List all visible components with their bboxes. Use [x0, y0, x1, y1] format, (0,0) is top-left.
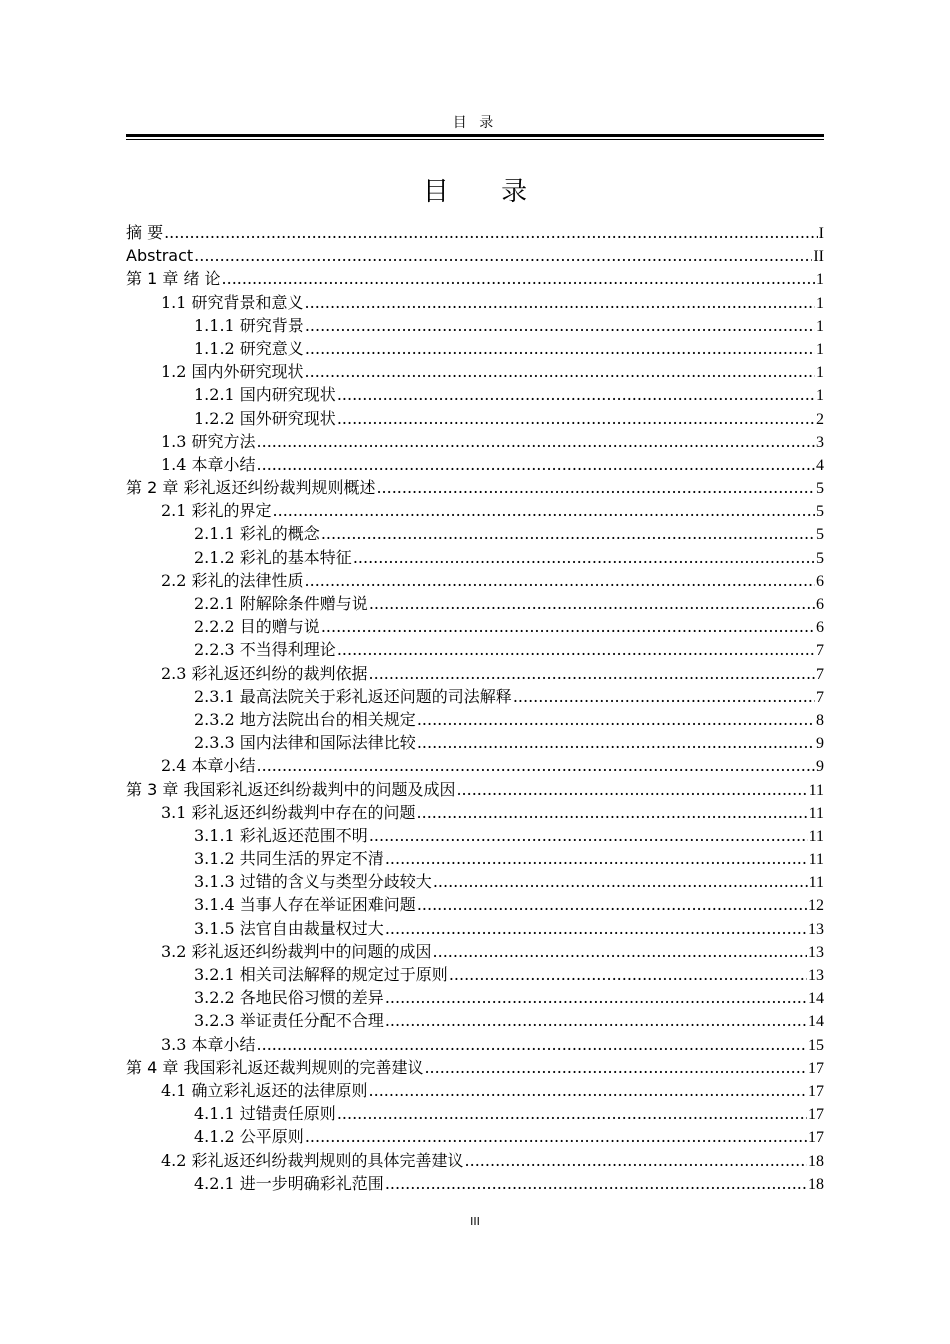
toc-entry[interactable] — [126, 801, 824, 824]
toc-entry[interactable] — [126, 453, 824, 476]
toc-entry-page: 1 — [816, 294, 824, 312]
toc-entry-page: 11 — [808, 851, 824, 869]
toc-entry-label: 2.2 彩礼的法律性质 — [161, 570, 304, 590]
toc-entry-label: 4.1 确立彩礼返还的法律原则 — [161, 1080, 368, 1100]
toc-entry[interactable] — [126, 221, 824, 244]
toc-dot-leader — [385, 986, 807, 1009]
toc-dot-leader — [257, 1033, 807, 1056]
toc-dot-leader — [164, 221, 818, 244]
toc-dot-leader — [449, 963, 807, 986]
toc-entry[interactable] — [126, 499, 824, 522]
toc-entry-label: 1.1.2 研究意义 — [194, 338, 304, 358]
toc-entry-page: 18 — [808, 1175, 824, 1193]
toc-entry-page: 7 — [816, 665, 824, 683]
toc-entry[interactable] — [126, 569, 824, 592]
toc-entry[interactable] — [126, 407, 824, 430]
toc-dot-leader — [385, 1009, 807, 1032]
toc-dot-leader — [369, 824, 808, 847]
toc-entry[interactable] — [126, 383, 824, 406]
toc-entry-label: 3.2.1 相关司法解释的规定过于原则 — [194, 965, 448, 984]
toc-dot-leader — [305, 314, 815, 337]
toc-entry-page: I — [818, 225, 824, 242]
toc-dot-leader — [385, 847, 808, 870]
toc-dot-leader — [353, 546, 815, 569]
toc-entry-label: 3.1.2 共同生活的界定不清 — [194, 849, 384, 869]
toc-entry-page: 5 — [816, 526, 824, 544]
toc-entry[interactable] — [126, 1056, 824, 1079]
toc-entry[interactable] — [126, 662, 824, 685]
toc-entry-label: 1.2.1 国内研究现状 — [194, 385, 336, 405]
toc-entry[interactable] — [126, 522, 824, 545]
toc-dot-leader — [369, 1079, 807, 1102]
toc-entry-label: 2.3.3 国内法律和国际法律比较 — [194, 733, 416, 753]
toc-dot-leader — [305, 569, 815, 592]
toc-entry[interactable] — [126, 615, 824, 638]
toc-entry[interactable] — [126, 731, 824, 754]
toc-entry-label: Abstract — [126, 246, 194, 266]
toc-entry-page: 13 — [808, 967, 824, 984]
toc-entry-label: 1.2 国内外研究现状 — [161, 362, 304, 382]
toc-entry[interactable] — [126, 360, 824, 383]
toc-entry-label: 3.1 彩礼返还纠纷裁判中存在的问题 — [161, 802, 416, 822]
toc-dot-leader — [424, 1056, 807, 1079]
toc-entry[interactable] — [126, 685, 824, 708]
toc-entry-label: 3.1.5 法官自由裁量权过大 — [194, 918, 384, 938]
toc-entry-label: 1.3 研究方法 — [161, 431, 256, 451]
toc-entry-label: 4.1.1 过错责任原则 — [194, 1104, 336, 1124]
toc-dot-leader — [417, 731, 815, 754]
toc-entry-label: 2.2.1 附解除条件赠与说 — [194, 594, 368, 613]
toc-entry-label: 4.2 彩礼返还纠纷裁判规则的具体完善建议 — [161, 1150, 464, 1170]
toc-entry[interactable] — [126, 1125, 824, 1148]
toc-entry-label: 1.1.1 研究背景 — [194, 315, 304, 335]
toc-dot-leader — [337, 638, 815, 661]
toc-dot-leader — [385, 917, 807, 940]
toc-entry-label: 1.2.2 国外研究现状 — [194, 408, 336, 428]
toc-entry-page: 6 — [816, 619, 824, 637]
toc-dot-leader — [513, 685, 815, 708]
toc-entry-page: 11 — [808, 781, 824, 799]
toc-entry[interactable] — [126, 1009, 824, 1032]
toc-dot-leader — [337, 407, 815, 430]
toc-entry-page: 17 — [808, 1059, 824, 1077]
toc-dot-leader — [337, 383, 815, 406]
toc-dot-leader — [257, 453, 815, 476]
toc-dot-leader — [456, 778, 807, 801]
toc-entry[interactable] — [126, 244, 824, 267]
toc-entry[interactable] — [126, 291, 824, 314]
toc-entry[interactable] — [126, 430, 824, 453]
table-of-contents — [126, 221, 824, 1195]
toc-dot-leader — [305, 337, 815, 360]
toc-dot-leader — [273, 499, 815, 522]
toc-entry[interactable] — [126, 638, 824, 661]
toc-dot-leader — [376, 476, 815, 499]
toc-entry[interactable] — [126, 824, 824, 847]
toc-entry-page: 1 — [816, 271, 824, 289]
toc-entry[interactable] — [126, 708, 824, 731]
toc-entry-page: 1 — [816, 387, 824, 405]
toc-entry-page: 18 — [808, 1152, 824, 1170]
toc-entry-page: 12 — [808, 897, 824, 915]
toc-entry-page: 9 — [816, 758, 824, 776]
toc-entry-page: 11 — [808, 874, 824, 892]
toc-dot-leader — [465, 1149, 807, 1172]
toc-entry-page: 14 — [808, 990, 824, 1008]
toc-dot-leader — [417, 708, 815, 731]
toc-entry-page: 7 — [816, 642, 824, 660]
toc-entry-page: 2 — [816, 410, 824, 428]
toc-entry-page: 13 — [808, 920, 824, 938]
toc-entry-page: 5 — [816, 480, 824, 498]
toc-entry[interactable] — [126, 546, 824, 569]
toc-entry[interactable] — [126, 267, 824, 290]
toc-entry-page: 1 — [816, 364, 824, 382]
page-number: III — [470, 1215, 480, 1228]
toc-dot-leader — [321, 615, 815, 638]
running-header: 目 录 — [452, 115, 498, 131]
toc-entry-page: 17 — [808, 1106, 824, 1124]
toc-entry-page: 13 — [808, 943, 824, 961]
toc-entry[interactable] — [126, 986, 824, 1009]
toc-dot-leader — [305, 1125, 807, 1148]
toc-dot-leader — [321, 522, 815, 545]
toc-entry-label: 3.1.4 当事人存在举证困难问题 — [194, 895, 416, 915]
toc-entry-label: 第 2 章 彩礼返还纠纷裁判规则概述 — [126, 478, 376, 498]
toc-entry[interactable] — [126, 917, 824, 940]
toc-entry-page: 17 — [808, 1129, 824, 1147]
toc-entry-page: 4 — [816, 456, 824, 474]
toc-entry-label: 2.1 彩礼的界定 — [161, 501, 272, 521]
toc-entry-label: 2.3.1 最高法院关于彩礼返还问题的司法解释 — [194, 686, 512, 706]
toc-entry-page: 8 — [816, 711, 824, 729]
toc-entry[interactable] — [126, 1172, 824, 1195]
toc-dot-leader — [417, 893, 807, 916]
toc-entry-label: 1.1 研究背景和意义 — [161, 292, 304, 312]
toc-entry-page: 15 — [808, 1036, 824, 1054]
toc-entry-label: 2.2.3 不当得利理论 — [194, 640, 336, 660]
toc-dot-leader — [433, 940, 807, 963]
toc-entry-label: 第 1 章 绪 论 — [126, 269, 221, 289]
toc-dot-leader — [194, 244, 812, 267]
toc-entry-label: 3.3 本章小结 — [161, 1034, 256, 1054]
toc-entry-page: 17 — [808, 1082, 824, 1100]
toc-entry-page: 1 — [816, 340, 824, 358]
toc-dot-leader — [305, 360, 815, 383]
toc-entry[interactable] — [126, 963, 824, 986]
toc-entry[interactable] — [126, 1149, 824, 1172]
header-rule-thick — [126, 134, 824, 137]
toc-entry[interactable] — [126, 337, 824, 360]
toc-dot-leader — [369, 592, 815, 615]
toc-entry-label: 1.4 本章小结 — [161, 454, 256, 474]
toc-entry-label: 3.2 彩礼返还纠纷裁判中的问题的成因 — [161, 941, 432, 961]
toc-entry[interactable] — [126, 1102, 824, 1125]
toc-dot-leader — [305, 291, 815, 314]
toc-entry-label: 2.3 彩礼返还纠纷的裁判依据 — [161, 663, 368, 683]
toc-entry[interactable] — [126, 1033, 824, 1056]
toc-entry[interactable] — [126, 870, 824, 893]
toc-entry-page: 3 — [816, 433, 824, 451]
toc-entry[interactable] — [126, 940, 824, 963]
toc-entry[interactable] — [126, 476, 824, 499]
toc-dot-leader — [337, 1102, 807, 1125]
toc-entry-label: 2.1.1 彩礼的概念 — [194, 524, 320, 544]
toc-entry-label: 4.1.2 公平原则 — [194, 1127, 304, 1147]
toc-entry-label: 2.4 本章小结 — [161, 756, 256, 776]
toc-entry-label: 第 3 章 我国彩礼返还纠纷裁判中的问题及成因 — [126, 779, 456, 799]
toc-entry[interactable] — [126, 314, 824, 337]
page-title: 目 录 — [422, 177, 550, 207]
toc-entry-label: 4.2.1 进一步明确彩礼范围 — [194, 1173, 384, 1193]
toc-dot-leader — [433, 870, 808, 893]
toc-dot-leader — [257, 754, 815, 777]
toc-entry-page: II — [813, 248, 824, 266]
toc-entry-label: 第 4 章 我国彩礼返还裁判规则的完善建议 — [126, 1057, 424, 1077]
toc-dot-leader — [222, 267, 815, 290]
toc-entry-label: 2.1.2 彩礼的基本特征 — [194, 547, 352, 567]
toc-entry-page: 1 — [816, 317, 824, 335]
toc-entry-label: 3.2.2 各地民俗习惯的差异 — [194, 988, 384, 1008]
toc-dot-leader — [417, 801, 808, 824]
toc-entry-page: 11 — [808, 827, 824, 845]
toc-entry[interactable] — [126, 778, 824, 801]
toc-entry-page: 5 — [816, 549, 824, 567]
toc-entry[interactable] — [126, 592, 824, 615]
toc-entry-label: 2.3.2 地方法院出台的相关规定 — [194, 709, 416, 729]
toc-entry-page: 5 — [816, 503, 824, 521]
toc-entry-page: 14 — [808, 1013, 824, 1031]
header-rule-thin — [126, 139, 824, 140]
toc-entry-page: 6 — [816, 572, 824, 590]
toc-entry-page: 11 — [808, 804, 824, 822]
toc-entry-label: 2.2.2 目的赠与说 — [194, 617, 320, 637]
toc-entry-label: 摘 要 — [126, 223, 164, 242]
toc-dot-leader — [257, 430, 815, 453]
toc-entry-label: 3.1.1 彩礼返还范围不明 — [194, 825, 368, 845]
toc-entry-page: 9 — [816, 735, 824, 753]
toc-entry[interactable] — [126, 754, 824, 777]
toc-entry-page: 6 — [816, 596, 824, 613]
toc-dot-leader — [369, 662, 815, 685]
toc-entry-page: 7 — [816, 688, 824, 706]
toc-entry[interactable] — [126, 1079, 824, 1102]
toc-entry-label: 3.2.3 举证责任分配不合理 — [194, 1011, 384, 1031]
toc-entry-label: 3.1.3 过错的含义与类型分歧较大 — [194, 872, 432, 892]
toc-entry[interactable] — [126, 847, 824, 870]
toc-entry[interactable] — [126, 893, 824, 916]
toc-dot-leader — [385, 1172, 807, 1195]
